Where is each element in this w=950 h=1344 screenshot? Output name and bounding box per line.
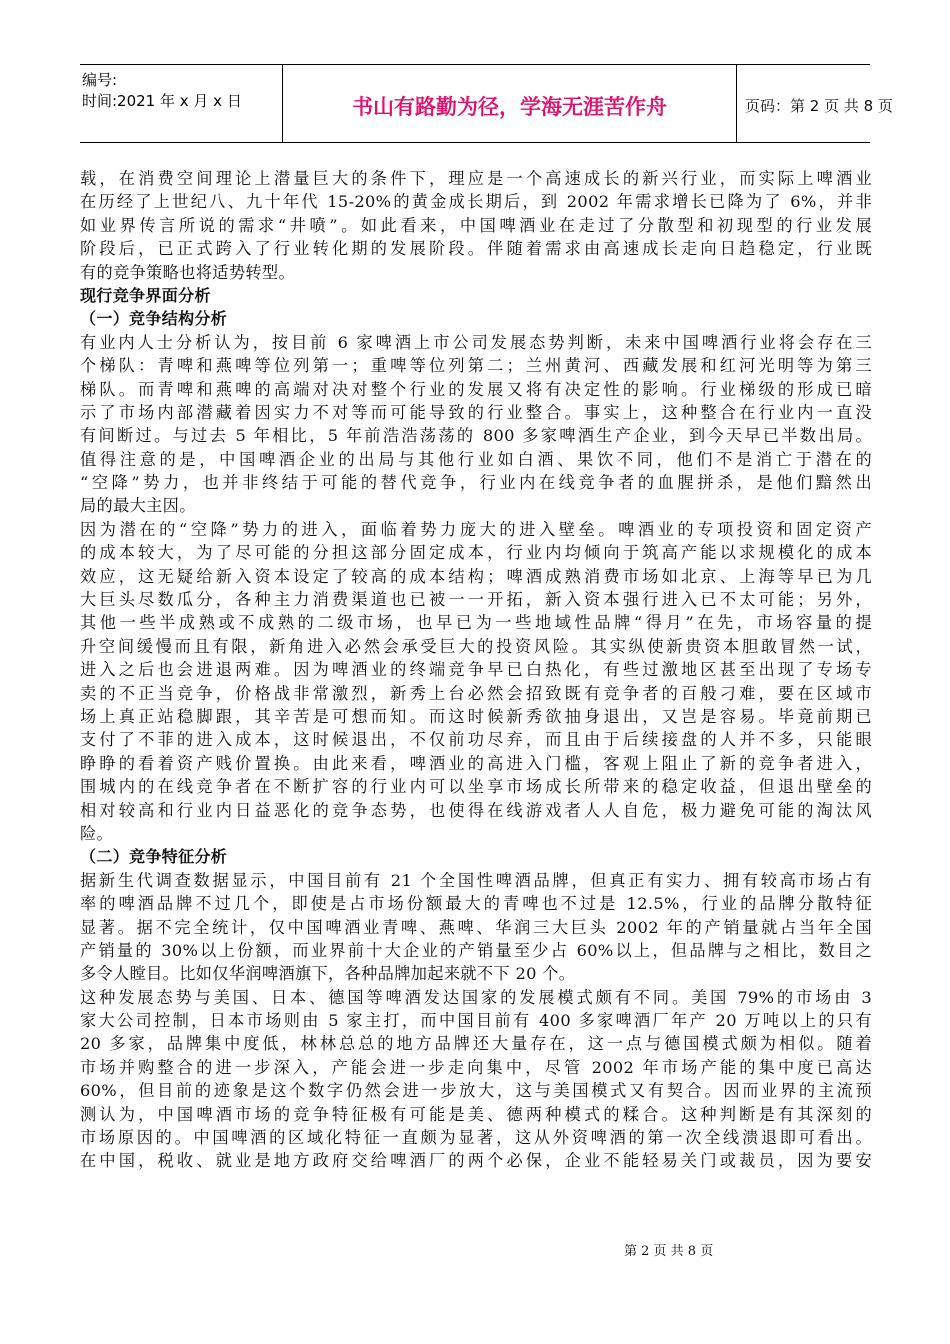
subsection-heading: （一）竞争结构分析 (80, 309, 228, 329)
body-line: 有业内人士分析认为，按目前 6 家啤酒上市公司发展态势判断，未来中国啤酒行业将会存在三 (80, 332, 872, 352)
body-line: 升空间缓慢而且有限，新角进入必然会承受巨大的投资风险。其实纵使新贵资本胆敢冒然一试， (80, 636, 872, 656)
header-page-number: 页码：第 2 页 共 8 页 (745, 97, 893, 115)
body-line: 值得注意的是，中国啤酒企业的出局与其他行业如白酒、果饮不同，他们不是消亡于潜在的 (80, 449, 872, 469)
body-line: 多令人瞠目。比如仅华润啤酒旗下，各种品牌加起来就不下 20 个。 (80, 964, 576, 984)
page-header (80, 64, 893, 143)
page-footer: 第 2 页 共 8 页 (624, 1244, 714, 1259)
header-page-cell (737, 65, 893, 142)
body-line: 20 多家，品牌集中度低，林林总总的地方品牌还大量存在，这一点与德国模式颇为相似。随着 (80, 1034, 872, 1054)
body-line: 在中国，税收、就业是地方政府交给啤酒厂的两个必保，企业不能轻易关门或裁员，因为要安 (80, 1151, 872, 1171)
body-line: 支付了不菲的进入成本，这时候退出，不仅前功尽弃，而且由于后续接盘的人并不多，只能眼 (80, 730, 872, 750)
document-body (80, 167, 872, 1173)
body-line: 载，在消费空间理论上潜量巨大的条件下，理应是一个高速成长的新兴行业，而实际上啤酒业 (80, 169, 872, 188)
body-line: 有间断过。与过去 5 年相比，5 年前浩浩荡荡的 800 多家啤酒生产企业，到今天早已半数出局。 (80, 426, 872, 446)
body-line: 家大公司控制，日本市场则由 5 家主打，而中国目前有 400 多家啤酒厂年产 20 万吨以上的只有 (80, 1011, 872, 1031)
header-motto-cell (283, 65, 737, 142)
body-line: 因为潜在的“空降”势力的进入，面临着势力庞大的进入壁垒。啤酒业的专项投资和固定资产 (80, 519, 872, 539)
body-line: 这种发展态势与美国、日本、德国等啤酒发达国家的发展模式颇有不同。美国 79%的市场由 3 (80, 987, 872, 1007)
body-line: 场上真正站稳脚跟，其辛苦是可想而知。而这时候新秀欲抽身退出，又岂是容易。毕竟前期已 (80, 706, 872, 726)
body-line: 效应，这无疑给新入资本设定了较高的成本结构；啤酒成熟消费市场如北京、上海等早已为几 (80, 566, 872, 586)
body-line: 的成本较大，为了尽可能的分担这部分固定成本，行业内均倾向于筑高产能以求规模化的成本 (80, 543, 872, 563)
subsection-heading: （二）竞争特征分析 (80, 847, 228, 867)
body-line: 市场原因的。中国啤酒的区域化特征一直颇为显著，这从外资啤酒的第一次全线溃退即可看出。 (80, 1128, 872, 1148)
body-line: 围城内的在线竞争者在不断扩容的行业内可以坐享市场成长所带来的稳定收益，但退出壁垒的 (80, 777, 872, 797)
body-line: 有的竞争策略也将适势转型。 (80, 262, 295, 282)
body-line: 率的啤酒品牌不过几个，即使是占市场份额最大的青啤也不过是 12.5%，行业的品牌分散特征 (80, 894, 872, 914)
body-line: 测认为，中国啤酒市场的竞争特征极有可能是美、德两种模式的糅合。这种判断是有其深刻的 (80, 1104, 872, 1124)
body-line: 梯队。而青啤和燕啤的高端对决对整个行业的发展又将有决定性的影响。行业梯级的形成已暗 (80, 379, 872, 399)
date-label: 时间:2021 年 x 月 x 日 (82, 92, 242, 110)
body-line: 相对较高和行业内日益恶化的竞争态势，也使得在线游戏者人人自危，极力避免可能的淘汰风 (80, 800, 872, 820)
body-line: 市场并购整合的进一步深入，产能会进一步走向集中，尽管 2002 年市场产能的集中度已高达 (80, 1057, 872, 1077)
body-line: 据新生代调查数据显示，中国目前有 21 个全国性啤酒品牌，但真正有实力、拥有较高市场占有 (80, 870, 872, 890)
body-line: 如业界传言所说的需求“井喷”。如此看来，中国啤酒业在走过了分散型和初现型的行业发展 (80, 215, 872, 235)
body-line: 险。 (80, 823, 114, 843)
body-line: 显著。据不完全统计，仅中国啤酒业青啤、燕啤、华润三大巨头 2002 年的产销量就占当年全国 (80, 917, 872, 937)
section-heading: 现行竞争界面分析 (80, 285, 211, 305)
body-line: 个梯队：青啤和燕啤等位列第一；重啤等位列第二；兰州黄河、西藏发展和红河光明等为第三 (80, 356, 872, 376)
body-line: 阶段后，已正式跨入了行业转化期的发展阶段。伴随着需求由高速成长走向日趋稳定，行业既 (80, 239, 872, 259)
body-line: 局的最大主因。 (80, 496, 196, 516)
body-line: 大巨头尽数瓜分，各种主力消费渠道也已被一一开拓，新入资本强行进入已不太可能；另外， (80, 590, 872, 610)
header-meta-cell (80, 65, 283, 142)
body-line: 在历经了上世纪八、九十年代 15-20%的黄金成长期后，到 2002 年需求增长已降为了 6%，并非 (80, 192, 872, 212)
body-line: 产销量的 30%以上份额，而业界前十大企业的产销量至少占 60%以上，但品牌与之相比，数目之 (80, 940, 872, 960)
body-line: 其他一些半成熟或不成熟的二级市场，也早已为一些地域性品牌“得月”在先，市场容量的提 (80, 613, 872, 633)
body-line: “空降”势力，也并非终结于可能的替代竞争，行业内在线竞争者的血腥拼杀，是他们黯然出 (80, 473, 872, 493)
number-label: 编号: (82, 71, 118, 89)
body-line: 示了市场内部潜藏着因实力不对等而可能导致的行业整合。事实上，这种整合在行业内一直没 (80, 402, 872, 422)
body-line: 睁睁的看着资产贱价置换。由此来看，啤酒业的高进入门槛，客观上阻止了新的竞争者进入， (80, 753, 872, 773)
body-line: 卖的不正当竞争，价格战非常激烈，新秀上台必然会招致既有竞争者的百般刁难，要在区域市 (80, 683, 872, 703)
body-line: 进入之后也会进退两难。因为啤酒业的终端竞争早已白热化，有些过激地区甚至出现了专场专 (80, 660, 872, 680)
header-motto: 书山有路勤为径，学海无涯苦作舟 (352, 95, 667, 119)
body-line: 60%，但目前的迹象是这个数字仍然会进一步放大，这与美国模式又有契合。因而业界的主流预 (80, 1081, 872, 1101)
